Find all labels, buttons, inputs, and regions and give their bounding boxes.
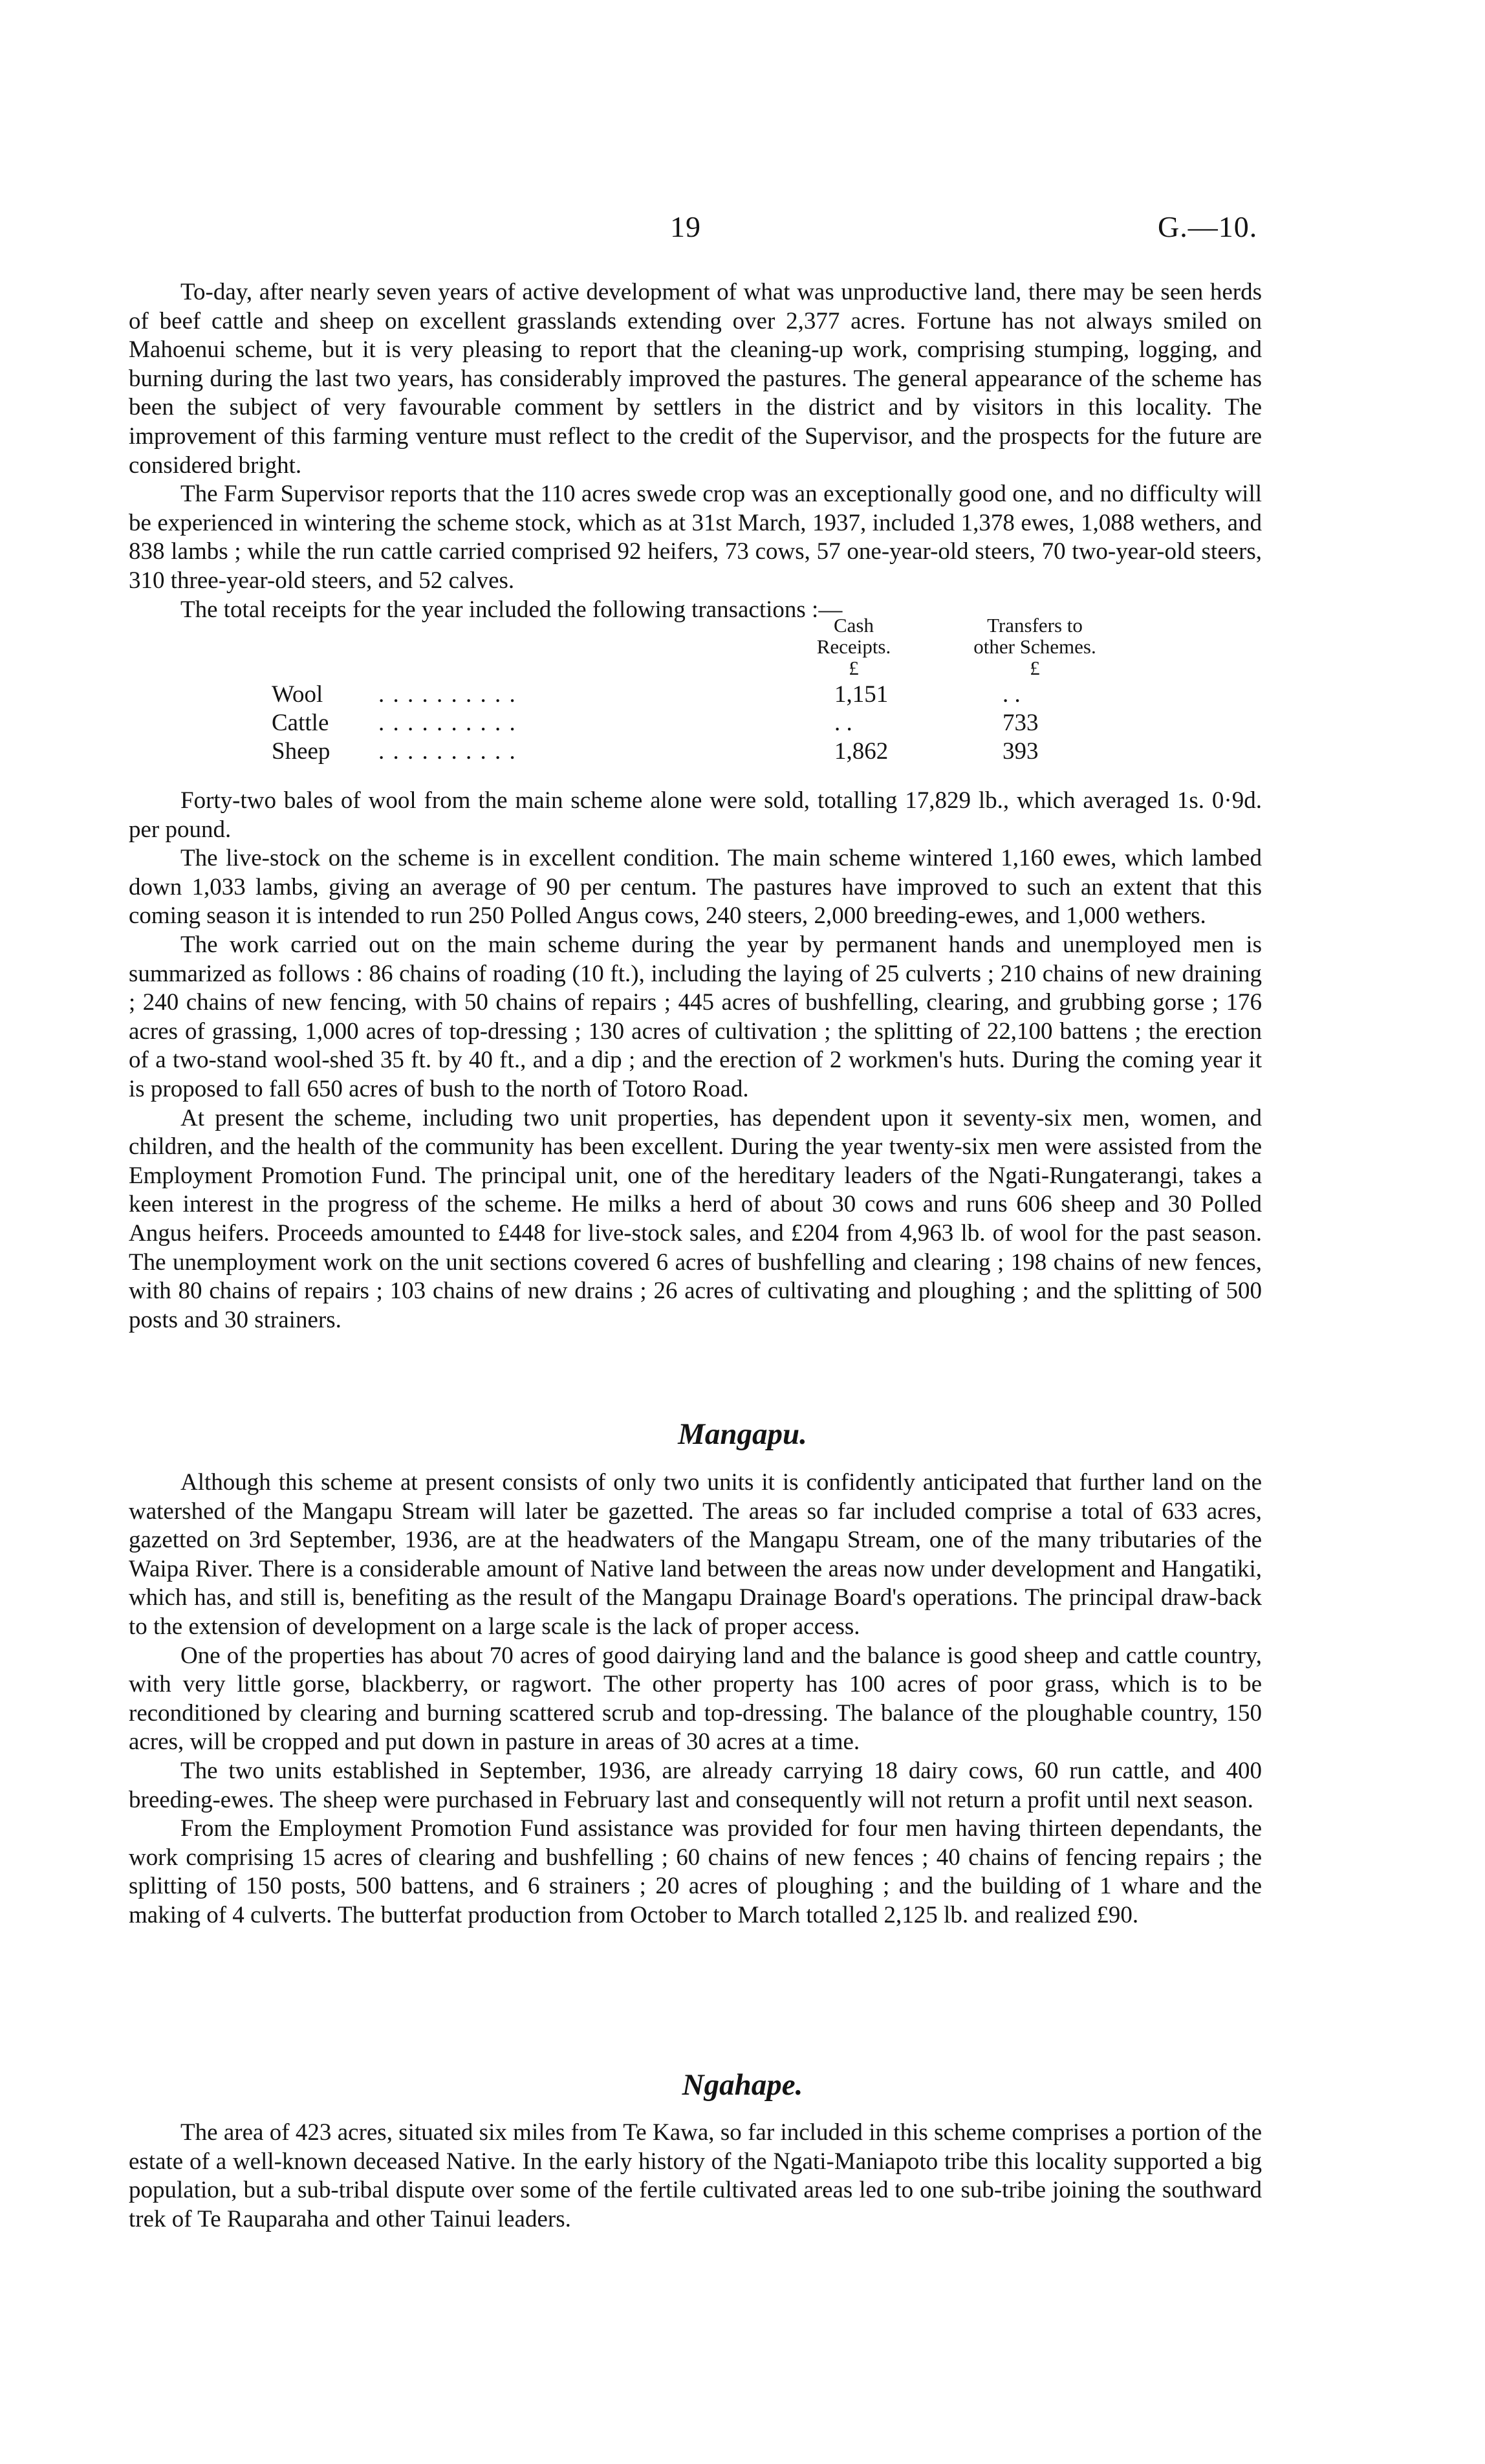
document-reference-code: G.—10. — [1158, 210, 1258, 243]
dot-leaders: . . . . . . . . . . — [378, 681, 517, 708]
receipts-table — [272, 615, 1177, 770]
section-heading-ngahape: Ngahape. — [682, 2068, 803, 2102]
table-row — [272, 709, 1177, 737]
paragraph: To-day, after nearly seven years of active development of what was unproductive land, there may be seen herds of beef cattle and sheep on excellent grasslands extending over 2,377 acres. Fortune has not always smiled on Mahoenui scheme, but it is very pleasing to report that the cleaning-up work, comprising stumping, logging, and burning during the last two years, has considerably improved the pastures. The general appearance of the scheme has been the subject of very favourable comment by settlers in the district and by visitors in this locality. The improvement of this farming venture must reflect to the credit of the Supervisor, and the prospects for the future are considered bright. — [129, 279, 1262, 479]
paragraph: From the Employment Promotion Fund assistance was provided for four men having thirteen dependants, the work comprising 15 acres of clearing and bushfelling ; 60 chains of new fences ; 40 chains of fencing repairs ; the splitting of 150 posts, 500 battens, and 6 strainers ; 20 acres of ploughing ; and the building of 1 whare and the making of 4 culverts. The butterfat production from October to March totalled 2,125 lb. and realized £90. — [129, 1815, 1262, 1928]
paragraph: One of the properties has about 70 acres of good dairying land and the balance is good sheep and cattle country, with very little gorse, blackberry, or ragwort. The other property has 100 acres of poor grass, which is to be reconditioned by clearing and burning scattered scrub and top-dressing. The balance of the ploughable country, 150 acres, will be cropped and put down in pasture in areas of 30 acres at a time. — [129, 1642, 1262, 1756]
paragraph: The Farm Supervisor reports that the 110 acres swede crop was an exceptionally good one, and no difficulty will be experienced in wintering the scheme stock, which as at 31st March, 1937, included 1,378 ewes, 1,088 wethers, and 838 lambs ; while the run cattle carried comprised 92 heifers, 73 cows, 57 one-year-old steers, 70 two-year-old steers, 310 three-year-old steers, and 52 calves. — [129, 481, 1262, 594]
cash-receipts-value: 1,151 — [834, 681, 889, 708]
transfers-value: . . — [1003, 681, 1021, 708]
column-header-transfers: Transfers to other Schemes. £ — [973, 614, 1096, 679]
row-label: Wool — [272, 681, 323, 708]
table-row — [272, 737, 1177, 766]
paragraph: Although this scheme at present consists of only two units it is confidently anticipated that further land on the watershed of the Mangapu Stream will later be gazetted. The areas so far included comprise a total of 633 acres, gazetted on 3rd September, 1936, are at the headwaters of the Mangapu Stream, one of the many tributaries of the Waipa River. There is a considerable amount of Native land between the areas now under development and Hangatiki, which has, and still is, benefiting as the result of the Mangapu Drainage Board's operations. The principal draw-back to the extension of development on a large scale is the lack of proper access. — [129, 1469, 1262, 1640]
mahoenui-intro-text — [129, 278, 1262, 624]
transfers-value: 733 — [1003, 710, 1039, 736]
paragraph: The live-stock on the scheme is in excellent condition. The main scheme wintered 1,160 ewes, which lambed down 1,033 lambs, giving an average of 90 per centum. The pastures have improved to such an extent that this coming season it is intended to run 250 Polled Angus cows, 240 steers, 2,000 breeding-ewes, and 1,000 wethers. — [129, 845, 1262, 930]
column-header-cash-receipts: Cash Receipts. £ — [816, 614, 891, 679]
section-heading-mangapu: Mangapu. — [678, 1417, 807, 1451]
transfers-value: 393 — [1003, 738, 1039, 765]
table-row — [272, 681, 1177, 709]
dot-leaders: . . . . . . . . . . — [378, 738, 517, 765]
paragraph: The work carried out on the main scheme during the year by permanent hands and unemployed men is summarized as follows : 86 chains of roading (10 ft.), including the laying of 25 culverts ; 210 chains of new draining ; 240 chains of new fencing, with 50 chains of repairs ; 445 acres of bushfelling, clearing, and grubbing gorse ; 176 acres of grassing, 1,000 acres of top-dressing ; 130 acres of cultivation ; the splitting of 22,100 battens ; the erection of a two-stand wool-shed 35 ft. by 40 ft., and a dip ; and the erection of 2 workmen's huts. During the coming year it is proposed to fall 650 acres of bush to the north of Totoro Road. — [129, 931, 1262, 1102]
page-number: 19 — [670, 210, 701, 243]
cash-receipts-value: 1,862 — [834, 738, 889, 765]
paragraph: Forty-two bales of wool from the main scheme alone were sold, totalling 17,829 lb., which averaged 1s. 0·9d. per pound. — [129, 787, 1262, 843]
ngahape-text — [129, 2119, 1262, 2234]
cash-receipts-value: . . — [834, 710, 852, 736]
mangapu-text — [129, 1468, 1262, 1930]
dot-leaders: . . . . . . . . . . — [378, 710, 517, 736]
row-label: Sheep — [272, 738, 331, 765]
paragraph: The area of 423 acres, situated six miles from Te Kawa, so far included in this scheme comprises a portion of the estate of a well-known deceased Native. In the early history of the Ngati-Maniapoto tribe this locality supported a big population, but a sub-tribal dispute over some of the fertile cultivated areas led to one sub-tribe joining the southward trek of Te Rauparaha and other Tainui leaders. — [129, 2119, 1262, 2232]
paragraph: At present the scheme, including two unit properties, has dependent upon it seventy-six men, women, and children, and the health of the community has been excellent. During the year twenty-six men were assisted from the Employment Promotion Fund. The principal unit, one of the hereditary leaders of the Ngati-Rungaterangi, takes a keen interest in the progress of the scheme. He milks a herd of about 30 cows and runs 606 sheep and 30 Polled Angus heifers. Proceeds amounted to £448 for live-stock sales, and £204 from 4,963 lb. of wool for the past season. The unemployment work on the unit sections covered 6 acres of bushfelling and clearing ; 198 chains of new fences, with 80 chains of repairs ; 103 chains of new drains ; 26 acres of cultivating and ploughing ; and the splitting of 500 posts and 30 strainers. — [129, 1104, 1262, 1333]
mahoenui-details-text — [129, 787, 1262, 1335]
paragraph: The total receipts for the year included the following transactions :— — [180, 596, 843, 623]
row-label: Cattle — [272, 710, 329, 736]
paragraph: The two units established in September, 1936, are already carrying 18 dairy cows, 60 run cattle, and 400 breeding-ewes. The sheep were purchased in February last and consequently will not return a profit until next season. — [129, 1757, 1262, 1813]
